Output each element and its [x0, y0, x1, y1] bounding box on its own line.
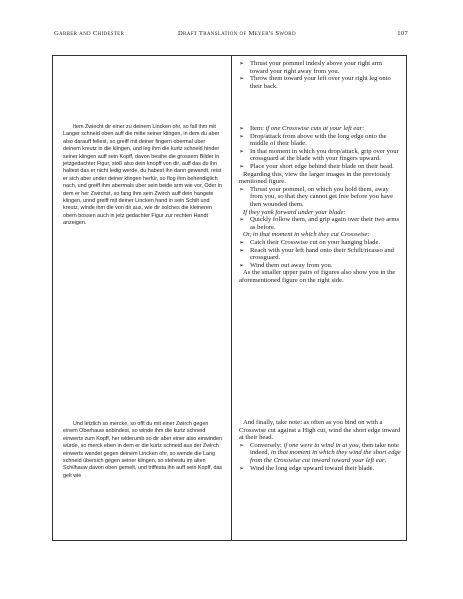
english-text-block-1 — [239, 60, 401, 90]
italic-condition: If they yank forward under your blade: — [243, 208, 346, 216]
arrow-bullet-icon: ➢ — [239, 238, 245, 246]
arrow-bullet-icon: ➢ — [239, 441, 245, 449]
column-divider — [231, 56, 232, 540]
arrow-bullet-icon: ➢ — [239, 185, 245, 193]
german-text-block-2 — [63, 421, 223, 480]
list-item: ➢ Conversely: if one were to wind in at you, then take note indeed, in that moment in which they wind the short edge from the Crosswise cut inward toward your left ear. — [239, 441, 401, 464]
arrow-bullet-icon: ➢ — [239, 246, 245, 254]
arrow-bullet-icon: ➢ — [239, 75, 245, 83]
list-item: ➢ Drop/attack from above with the long edge onto the middle of their blade. — [239, 132, 387, 148]
list-item: ➢ Wind them out away from you. — [239, 261, 333, 269]
list-item: ➢ Quickly follow them, and grip again over their two arms as before. — [239, 216, 400, 231]
list-item: ➢ Item: if one Crosswise cuts at your left ear: — [239, 125, 365, 132]
list-item: ➢ Reach with your left hand onto their Schilt/ricasso and crossguard. — [239, 246, 394, 262]
paragraph: Regarding this, view the larger images in the previously mentioned figure. — [239, 170, 391, 186]
german-paragraph: Und letzlich so mercke, so offt du mit einer Zwirch gegen einem Oberhauw anbindest, so winde ihm die kurtz schneid einwerts zum Kopff, her widerumb so dir aber einer also einwinden würde, so merck eben in dem er die kurtz schneid aus der Zwirch einwerts wendet gegen deinem Lincken ohr, so wende die Lang schneid übersich gegen seiner klingen, so stehestu im alten Schilhauw davon oben gemelt, und triffesta ihn auff sein Kopff, das gelt wie — [63, 421, 223, 479]
page-number: 107 — [397, 30, 408, 37]
arrow-bullet-icon: ➢ — [239, 125, 245, 132]
arrow-bullet-icon: ➢ — [239, 147, 245, 155]
german-text-block-1 — [63, 124, 223, 228]
list-item: ➢ In that moment in which you drop/attack, grip over your crossguard at the blade with your fingers upward. — [239, 147, 399, 163]
arrow-bullet-icon: ➢ — [239, 162, 245, 170]
paragraph: And finally, take note: as often as you bind on with a Crosswise cut against a High cut, wind the short edge inward at their head. — [239, 419, 401, 442]
list-item: ➢ Thrust your pommel, on which you hold them, away from you, so that they cannot get free before you have then wounded them. — [239, 185, 393, 208]
paragraph: As the smaller upper pairs of figures also show you in the aforementioned figure on the right side. — [239, 269, 396, 284]
list-item: ➢ Wind the long edge upward toward their blade. — [239, 464, 375, 472]
arrow-bullet-icon: ➢ — [239, 216, 245, 224]
list-item: ➢ Thrust your pommel indesly above your right arm toward your right away from you. — [239, 60, 383, 75]
arrow-bullet-icon: ➢ — [239, 464, 245, 472]
arrow-bullet-icon: ➢ — [239, 132, 245, 140]
translation-table — [52, 55, 407, 541]
running-header-title: Draft Translation of Meyer's Sword — [178, 30, 296, 37]
english-text-block-3 — [239, 419, 401, 472]
list-item: ➢ Throw them toward your left over your right leg onto their back. — [239, 75, 391, 90]
arrow-bullet-icon: ➢ — [239, 261, 245, 269]
italic-condition: Or, in that moment in which they cut Crosswise: — [243, 231, 370, 239]
list-item: ➢ Place your short edge behind their blade on their head. — [239, 162, 394, 170]
arrow-bullet-icon: ➢ — [239, 60, 245, 67]
english-text-block-2 — [239, 125, 401, 284]
list-item: ➢ Catch their Crosswise cut on your hanging blade. — [239, 238, 381, 246]
running-header-authors: Garber and Chidester — [54, 30, 125, 37]
german-paragraph: Item Zwiecht dir einer zu deinem Lincken ohr, so fall ihm mit Langer schneid oben auff die mitte seiner klingen, in dem du aber also darauff fellest, so greiff mit deiner fingern obermal uber deinem kreutz in die klingen, und leg ihm die kurtz schneid hinder seiner klingen auff sein Kopff, davon besihe die grossern Bilder in jetzgedachter Figur, stoß also dein knopff von dir, auff das du ihn haltest das er nicht ledig werde, du habest ihn dann gewandt, reist er sich aber under deiner klingen herfür, so flog ihm behendiglich nach, und greiff ihm abermals uber sein beide arm wie vor, Oder in dem er her Zwirchst, so fang ihm sein Zwirch auff dein hangete klingen, unnd greiff mit deiner Lincken hand in sein Schilt und kreutz, winde ihm die von dir aus, wie dir solches die kleineren obern bossen auch in jetz gedachter Figur zur rechten Handt anzeigen. — [63, 124, 223, 227]
